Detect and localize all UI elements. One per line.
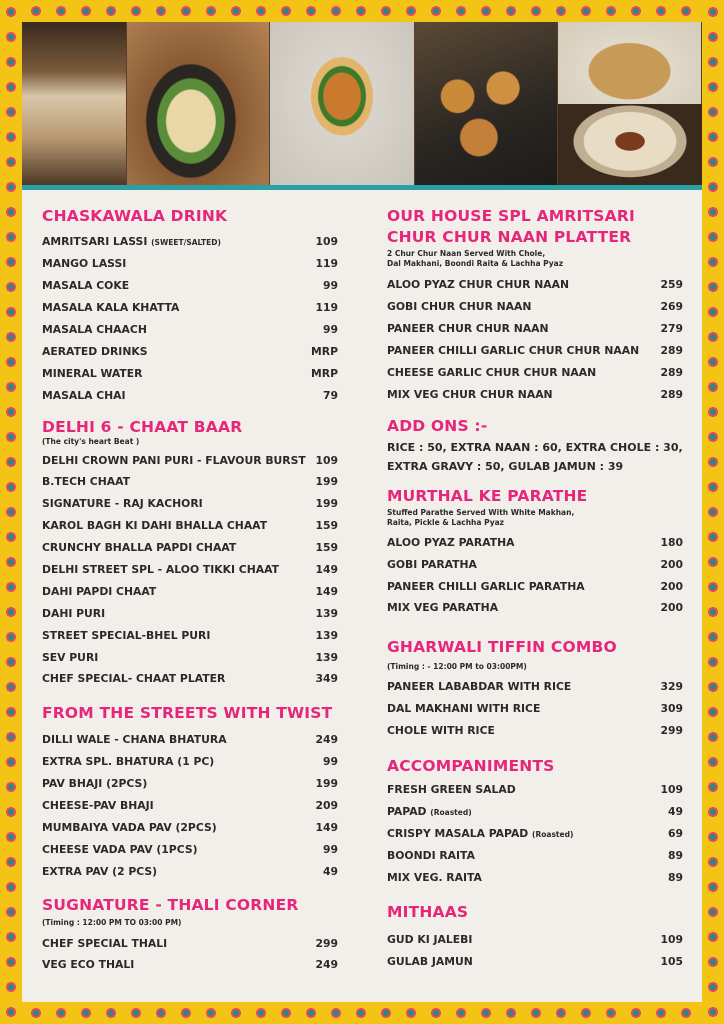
- item-price: 180: [660, 535, 683, 549]
- item-price: 109: [660, 933, 683, 947]
- section-title-naan-line2: CHUR CHUR NAAN PLATTER: [387, 228, 632, 246]
- menu-paper: [22, 190, 702, 1002]
- menu-row: [42, 580, 338, 602]
- item-name: AERATED DRINKS: [42, 344, 148, 358]
- item-name: MIX VEG PARATHA: [387, 601, 499, 615]
- item-price: 279: [660, 322, 683, 336]
- menu-row: [387, 698, 683, 720]
- menu-row: [387, 383, 683, 405]
- section-title-chaat: DELHI 6 - CHAAT BAAR: [42, 418, 243, 437]
- section-title-drink: CHASKAWALA DRINK: [42, 207, 228, 225]
- menu-row: [42, 932, 338, 954]
- item-name: MIX VEG. RAITA: [387, 870, 482, 884]
- drink-list: [42, 231, 338, 406]
- menu-row: [42, 559, 338, 581]
- section-title-naan-line1: OUR HOUSE SPL AMRITSARI: [387, 207, 635, 225]
- menu-row: [42, 954, 338, 976]
- item-name: MASALA CHAACH: [42, 323, 147, 336]
- item-price: 159: [315, 519, 338, 533]
- section-subtitle-thali: (Timing : 12:00 PM TO 03:00 PM): [42, 918, 182, 928]
- item-name: MASALA COKE: [42, 279, 130, 293]
- item-name: DAHI PURI: [42, 606, 106, 620]
- item-name: EXTRA SPL. BHATURA (1 PC): [42, 755, 215, 769]
- item-price: 139: [315, 650, 338, 664]
- section-subtitle-naan-line2: Dal Makhani, Boondi Raita & Lachha Pyaz: [387, 259, 564, 268]
- tiffin-list: [387, 676, 683, 742]
- menu-row: [42, 624, 338, 646]
- item-price: 109: [315, 235, 338, 249]
- menu-row: [387, 362, 683, 384]
- item-price: 299: [315, 936, 338, 950]
- mithaas-list: [387, 929, 683, 973]
- item-price: 49: [322, 864, 338, 878]
- item-price: 249: [315, 733, 338, 747]
- item-name: CHEF SPECIAL THALI: [42, 936, 168, 950]
- item-name: B.TECH CHAAT: [42, 475, 130, 489]
- menu-row: [387, 800, 683, 822]
- item-price: 105: [660, 955, 683, 969]
- item-name: DAL MAKHANI WITH RICE: [387, 702, 541, 716]
- menu-row: [42, 275, 338, 297]
- lassi-photo: [22, 22, 127, 187]
- item-price: 119: [315, 257, 338, 271]
- menu-row: [42, 816, 338, 838]
- item-price: 139: [315, 606, 338, 620]
- section-subtitle-parathe-line2: Raita, Pickle & Lachha Pyaz: [387, 518, 505, 528]
- menu-row: [42, 773, 338, 795]
- item-price: 99: [322, 755, 338, 769]
- item-price: 289: [660, 366, 683, 379]
- item-price: 289: [660, 387, 683, 401]
- menu-row: [387, 822, 683, 844]
- item-price: 269: [660, 300, 683, 314]
- item-name: SEV PURI: [42, 650, 99, 664]
- menu-row: [387, 553, 683, 575]
- item-name: GOBI PARATHA: [387, 557, 477, 571]
- section-subtitle-chaat: (The city's heart Beat ): [42, 437, 140, 447]
- accompaniments-list: [387, 779, 683, 888]
- item-name: DAHI PAPDI CHAAT: [42, 584, 157, 598]
- section-title-mithaas: MITHAAS: [387, 903, 469, 922]
- section-title-parathe: MURTHAL KE PARATHE: [387, 487, 588, 506]
- addons-line2: EXTRA GRAVY : 50, GULAB JAMUN : 39: [387, 460, 624, 474]
- item-price: 89: [667, 848, 683, 862]
- item-name: CHEESE-PAV BHAJI: [42, 799, 154, 813]
- menu-row: [42, 537, 338, 559]
- item-name: AMRITSARI LASSI: [42, 235, 148, 249]
- item-price: 109: [660, 783, 683, 797]
- item-price: 329: [660, 680, 683, 694]
- menu-row: [42, 729, 338, 751]
- item-name: CRUNCHY BHALLA PAPDI CHAAT: [42, 541, 237, 555]
- item-name: CHEF SPECIAL- CHAAT PLATER: [42, 672, 226, 686]
- menu-row: [42, 646, 338, 668]
- menu-row: [387, 274, 683, 296]
- item-name: PANEER LABABDAR WITH RICE: [387, 680, 572, 694]
- vada-pav-photo: [270, 22, 415, 187]
- item-name: GULAB JAMUN: [387, 955, 473, 969]
- item-price: 119: [315, 301, 338, 315]
- section-title-streets: FROM THE STREETS WITH TWIST: [42, 703, 333, 722]
- item-price: 149: [315, 584, 338, 598]
- item-price: MRP: [311, 344, 338, 358]
- menu-row: [42, 297, 338, 319]
- menu-row: [387, 531, 683, 553]
- item-name: MIX VEG CHUR CHUR NAAN: [387, 387, 553, 401]
- item-name: MASALA KALA KHATTA: [42, 301, 180, 315]
- item-name: GUD KI JALEBI: [387, 933, 473, 947]
- menu-row: [42, 668, 338, 690]
- menu-row: [42, 838, 338, 860]
- parathe-list: [387, 531, 683, 619]
- menu-row: [42, 362, 338, 384]
- menu-row: [387, 720, 683, 742]
- item-price: 289: [660, 344, 683, 358]
- menu-row: [42, 860, 338, 882]
- item-name: PANEER CHUR CHUR NAAN: [387, 322, 549, 336]
- item-name: PAV BHAJI (2PCS): [42, 777, 148, 791]
- item-name: MINERAL WATER: [42, 366, 143, 380]
- menu-row: [387, 929, 683, 951]
- menu-row: [387, 779, 683, 801]
- item-name: FRESH GREEN SALAD: [387, 783, 516, 797]
- item-name: CHOLE WITH RICE: [387, 724, 495, 738]
- item-price: 49: [667, 804, 683, 818]
- item-name: EXTRA PAV (2 PCS): [42, 864, 158, 878]
- item-name: MANGO LASSI: [42, 257, 127, 271]
- item-name: CRISPY MASALA PAPAD: [387, 826, 529, 840]
- item-name: MUMBAIYA VADA PAV (2PCS): [42, 820, 217, 834]
- item-price: 200: [660, 579, 683, 593]
- menu-row: [387, 597, 683, 619]
- decorative-border-left: [0, 0, 22, 1024]
- item-price: 99: [322, 323, 338, 336]
- section-subtitle-tiffin: (Timing : - 12:00 PM to 03:00PM): [387, 661, 527, 671]
- right-column: [387, 190, 683, 973]
- raj-kachori-photo: [415, 22, 558, 187]
- item-name: MASALA CHAI: [42, 388, 126, 402]
- item-name: CHEESE VADA PAV (1PCS): [42, 842, 198, 856]
- item-name: PANEER CHILLI GARLIC PARATHA: [387, 579, 585, 593]
- decorative-border-top: [0, 0, 724, 22]
- item-price: 99: [322, 279, 338, 293]
- item-name: DELHI STREET SPL - ALOO TIKKI CHAAT: [42, 563, 279, 577]
- menu-row: [42, 384, 338, 406]
- item-name: DILLI WALE - CHANA BHATURA: [42, 733, 227, 747]
- menu-row: [387, 340, 683, 362]
- menu-row: [42, 493, 338, 515]
- item-price: 139: [315, 628, 338, 642]
- section-title-tiffin: GHARWALI TIFFIN COMBO: [387, 637, 617, 656]
- menu-row: [42, 602, 338, 624]
- left-column: [42, 190, 338, 976]
- item-price: 200: [660, 601, 683, 615]
- item-price: 199: [315, 777, 338, 791]
- section-subtitle-naan-line1: 2 Chur Chur Naan Served With Chole,: [387, 249, 546, 258]
- item-price: 259: [660, 278, 683, 292]
- chaat-list: [42, 449, 338, 690]
- thali-list: [42, 932, 338, 976]
- section-title-addons: ADD ONS :-: [387, 417, 488, 436]
- menu-row: [42, 340, 338, 362]
- menu-row: [387, 951, 683, 973]
- menu-row: [387, 575, 683, 597]
- addons-line1: RICE : 50, EXTRA NAAN : 60, EXTRA CHOLE : 30,: [387, 441, 683, 455]
- item-price: 79: [322, 388, 338, 402]
- paratha-photo: [558, 22, 702, 104]
- item-name: STREET SPECIAL-BHEL PURI: [42, 628, 211, 642]
- food-photo-strip: [22, 22, 702, 187]
- item-name: ALOO PYAZ CHUR CHUR NAAN: [387, 278, 569, 292]
- item-name: DELHI CROWN PANI PURI - FLAVOUR BURST: [42, 453, 306, 467]
- rabri-dessert-photo: [558, 104, 702, 187]
- item-note: (Roasted): [430, 807, 472, 817]
- item-name: VEG ECO THALI: [42, 958, 135, 972]
- item-name: PANEER CHILLI GARLIC CHUR CHUR NAAN: [387, 344, 640, 358]
- item-name: PAPAD: [387, 804, 427, 818]
- item-price: 159: [315, 541, 338, 555]
- menu-row: [42, 515, 338, 537]
- papdi-chaat-photo: [127, 22, 270, 187]
- section-title-accompaniments: ACCOMPANIMENTS: [387, 756, 555, 775]
- item-price: 109: [315, 453, 338, 467]
- menu-row: [42, 751, 338, 773]
- item-name: BOONDI RAITA: [387, 848, 475, 862]
- menu-row: [42, 253, 338, 275]
- decorative-border-bottom: [0, 1002, 724, 1024]
- item-price: 149: [315, 563, 338, 577]
- naan-list: [387, 274, 683, 405]
- item-price: 199: [315, 497, 338, 511]
- section-subtitle-parathe-line1: Stuffed Parathe Served With White Makhan,: [387, 508, 575, 518]
- item-name: CHEESE GARLIC CHUR CHUR NAAN: [387, 366, 597, 379]
- item-price: 249: [315, 958, 338, 972]
- menu-row: [42, 471, 338, 493]
- item-price: 200: [660, 557, 683, 571]
- section-title-thali: SUGNATURE - THALI CORNER: [42, 896, 299, 915]
- menu-row: [42, 449, 338, 471]
- item-price: 99: [322, 842, 338, 856]
- streets-list: [42, 729, 338, 882]
- menu-row: [387, 844, 683, 866]
- item-price: 149: [315, 820, 338, 834]
- item-name: GOBI CHUR CHUR NAAN: [387, 300, 532, 314]
- menu-row: [42, 231, 338, 253]
- decorative-border-right: [702, 0, 724, 1024]
- item-price: MRP: [311, 366, 338, 380]
- item-price: 349: [315, 672, 338, 686]
- menu-row: [42, 319, 338, 341]
- item-note: (SWEET/SALTED): [151, 238, 221, 248]
- item-name: ALOO PYAZ PARATHA: [387, 535, 515, 549]
- item-price: 199: [315, 475, 338, 489]
- item-price: 209: [315, 799, 338, 813]
- menu-row: [42, 795, 338, 817]
- item-price: 69: [667, 826, 683, 840]
- item-note: (Roasted): [532, 829, 574, 839]
- menu-row: [387, 866, 683, 888]
- item-price: 89: [667, 870, 683, 884]
- item-price: 299: [660, 724, 683, 738]
- item-name: SIGNATURE - RAJ KACHORI: [42, 497, 203, 511]
- item-price: 309: [660, 702, 683, 716]
- menu-row: [387, 318, 683, 340]
- menu-row: [387, 296, 683, 318]
- menu-row: [387, 676, 683, 698]
- item-name: KAROL BAGH KI DAHI BHALLA CHAAT: [42, 519, 268, 533]
